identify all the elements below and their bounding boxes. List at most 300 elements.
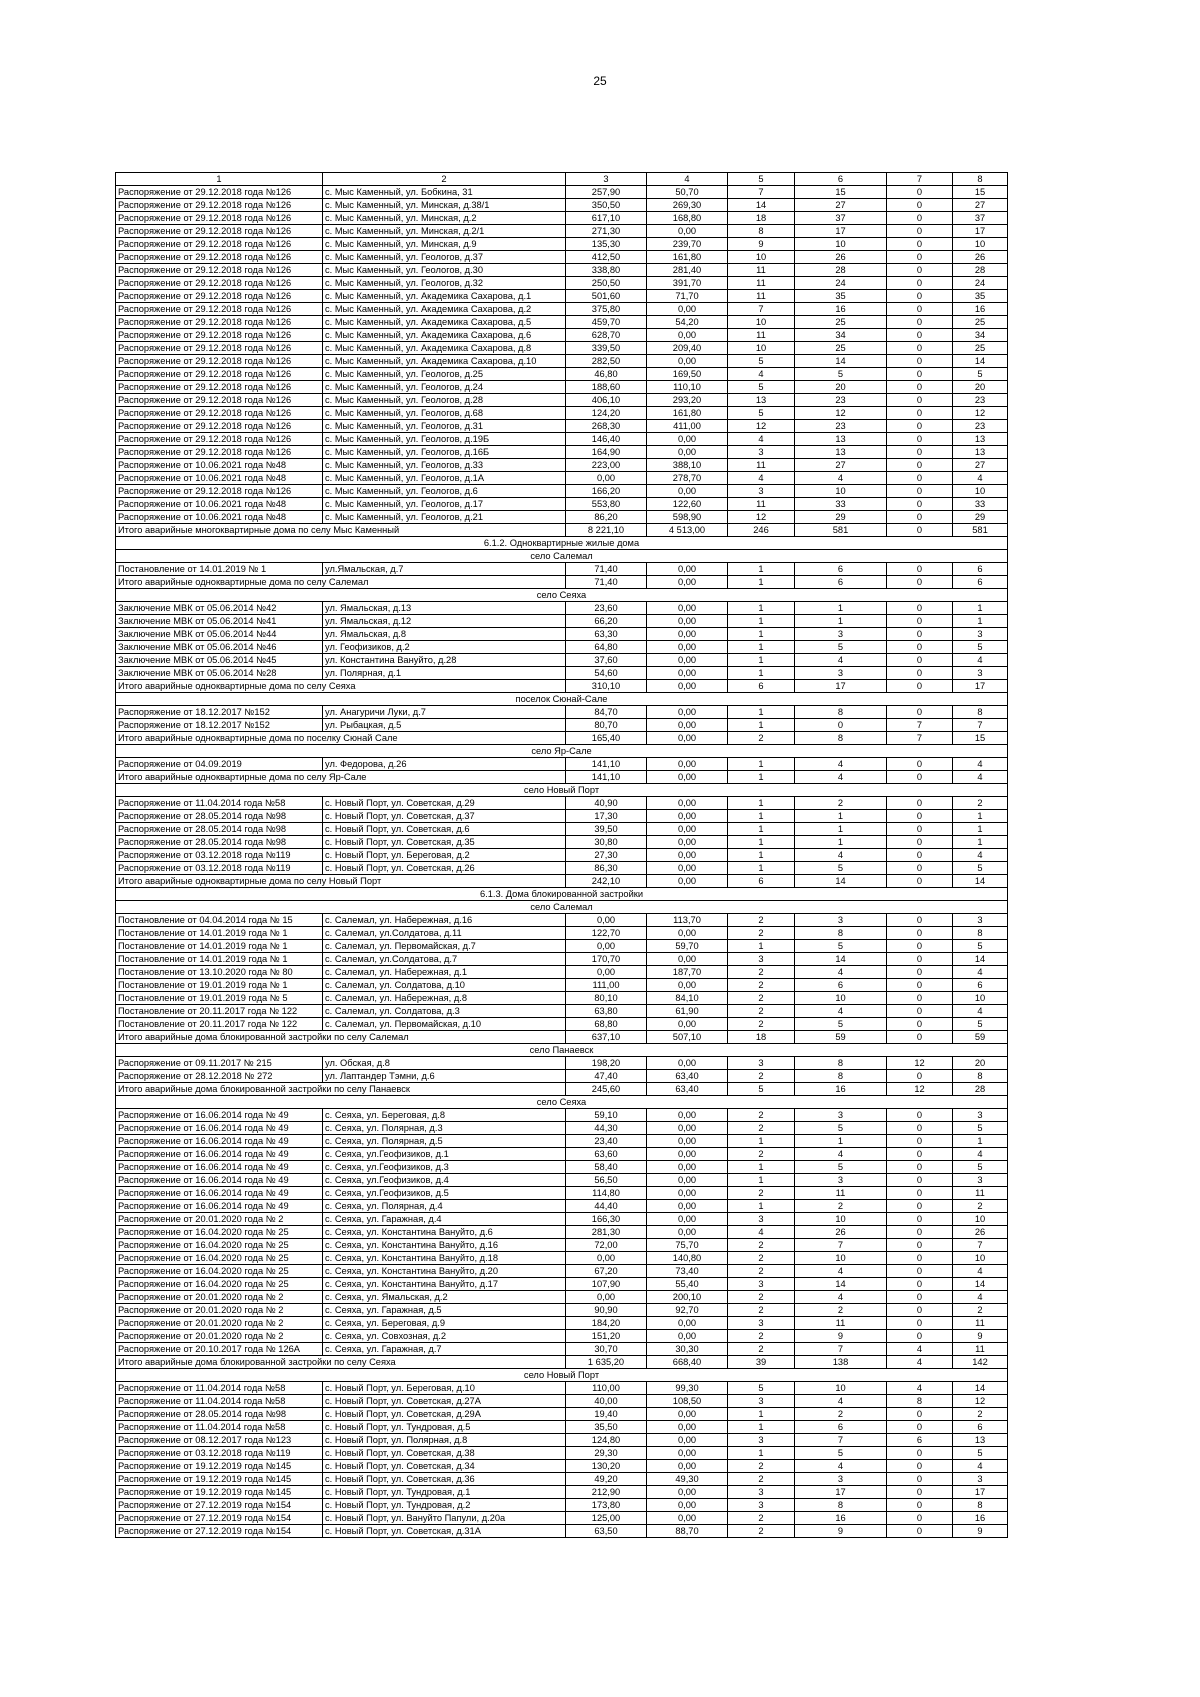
table-cell: Распоряжение от 29.12.2018 года №126 [116, 394, 323, 407]
table-cell: 11 [728, 277, 795, 290]
table-cell: Итого аварийные одноквартирные дома по поселку Сюнай Сале [116, 732, 566, 745]
table-cell: 2 [728, 1239, 795, 1252]
table-cell: 282,50 [566, 355, 647, 368]
table-cell: с. Мыс Каменный, ул. Минская, д.9 [323, 238, 566, 251]
table-cell: 0 [887, 563, 953, 576]
table-cell: 8 [795, 1070, 887, 1083]
table-cell: Распоряжение от 28.05.2014 года №98 [116, 810, 323, 823]
table-cell: 64,80 [566, 641, 647, 654]
table-cell: 54,60 [566, 667, 647, 680]
table-cell: с. Сеяха, ул. Гаражная, д.4 [323, 1213, 566, 1226]
table-cell: 1 [728, 1408, 795, 1421]
table-cell: 4 [728, 368, 795, 381]
table-row [116, 1421, 1008, 1434]
table-cell: Распоряжение от 29.12.2018 года №126 [116, 420, 323, 433]
table-cell: 0 [887, 706, 953, 719]
table-cell: 6 [953, 576, 1008, 589]
table-cell: 141,10 [566, 771, 647, 784]
table-cell: 0,00 [647, 797, 728, 810]
table-cell: 6.1.2. Одноквартирные жилые дома [116, 537, 1008, 550]
table-cell: 0,00 [647, 446, 728, 459]
table-cell: 4 [795, 849, 887, 862]
table-cell: 2 [728, 1005, 795, 1018]
table-cell: Распоряжение от 29.12.2018 года №126 [116, 186, 323, 199]
table-cell: Распоряжение от 29.12.2018 года №126 [116, 303, 323, 316]
table-cell: с. Салемал, ул.Солдатова, д.7 [323, 953, 566, 966]
table-cell: 200,10 [647, 1291, 728, 1304]
table-cell: 1 [728, 810, 795, 823]
table-cell: 3 [795, 1109, 887, 1122]
table-row [116, 1005, 1008, 1018]
table-cell: 3 [953, 1473, 1008, 1486]
table-row [116, 927, 1008, 940]
table-cell: 10 [795, 992, 887, 1005]
table-cell: 37 [795, 212, 887, 225]
table-cell: 3 [728, 1395, 795, 1408]
total-row [116, 524, 1008, 537]
table-cell: Распоряжение от 16.06.2014 года № 49 [116, 1109, 323, 1122]
total-row [116, 680, 1008, 693]
table-cell: Распоряжение от 20.01.2020 года № 2 [116, 1330, 323, 1343]
table-cell: 0 [887, 277, 953, 290]
section-heading-row [116, 1096, 1008, 1109]
table-cell: с. Сеяха, ул.Геофизиков, д.5 [323, 1187, 566, 1200]
table-cell: 0,00 [647, 732, 728, 745]
table-cell: 10 [953, 1252, 1008, 1265]
table-cell: 5 [728, 381, 795, 394]
table-cell: 2 [728, 732, 795, 745]
table-cell: с. Мыс Каменный, ул. Геологов, д.1А [323, 472, 566, 485]
table-cell: 0 [887, 1473, 953, 1486]
table-cell: Распоряжение от 08.12.2017 года №123 [116, 1434, 323, 1447]
table-cell: 1 [728, 563, 795, 576]
table-cell: с. Мыс Каменный, ул. Геологов, д.25 [323, 368, 566, 381]
table-cell: 3 [728, 485, 795, 498]
table-cell: 1 [795, 810, 887, 823]
table-cell: 0,00 [647, 303, 728, 316]
table-cell: с. Мыс Каменный, ул. Геологов, д.68 [323, 407, 566, 420]
table-cell: 0 [887, 1330, 953, 1343]
table-row [116, 238, 1008, 251]
table-cell: с. Мыс Каменный, ул. Геологов, д.31 [323, 420, 566, 433]
table-cell: 0 [887, 199, 953, 212]
table-cell: Заключение МВК от 05.06.2014 №41 [116, 615, 323, 628]
table-cell: 581 [953, 524, 1008, 537]
table-cell: село Яр-Сале [116, 745, 1008, 758]
table-cell: 0 [887, 1031, 953, 1044]
table-cell: 16 [795, 1512, 887, 1525]
table-cell: 0 [887, 316, 953, 329]
table-cell: 4 [953, 771, 1008, 784]
table-cell: 1 [953, 823, 1008, 836]
table-cell: 250,50 [566, 277, 647, 290]
table-cell: 375,80 [566, 303, 647, 316]
table-cell: 0 [887, 823, 953, 836]
table-cell: 0,00 [647, 979, 728, 992]
table-cell: 5 [953, 940, 1008, 953]
table-cell: 0,00 [647, 1512, 728, 1525]
table-cell: 44,30 [566, 1122, 647, 1135]
table-cell: Заключение МВК от 05.06.2014 №28 [116, 667, 323, 680]
table-cell: 0,00 [647, 615, 728, 628]
table-cell: 0 [887, 914, 953, 927]
table-cell: с. Новый Порт, ул. Береговая, д.2 [323, 849, 566, 862]
table-cell: с. Сеяха, ул. Совхозная, д.2 [323, 1330, 566, 1343]
table-row [116, 1174, 1008, 1187]
table-cell: 310,10 [566, 680, 647, 693]
table-cell: 5 [795, 368, 887, 381]
table-cell: 59,70 [647, 940, 728, 953]
table-cell: 14 [795, 953, 887, 966]
table-cell: 4 [795, 1148, 887, 1161]
table-cell: 1 [728, 823, 795, 836]
table-cell: 0 [887, 368, 953, 381]
table-cell: 4 [887, 1343, 953, 1356]
table-cell: 3 [728, 1499, 795, 1512]
table-cell: 1 [728, 849, 795, 862]
emergency-housing-table [115, 172, 1008, 1538]
table-cell: 56,50 [566, 1174, 647, 1187]
table-row [116, 641, 1008, 654]
table-cell: 71,70 [647, 290, 728, 303]
table-cell: 9 [953, 1525, 1008, 1538]
table-cell: 0,00 [647, 576, 728, 589]
table-cell: 1 [116, 173, 323, 186]
table-cell: 2 [795, 1408, 887, 1421]
table-cell: Распоряжение от 28.12.2018 № 272 [116, 1070, 323, 1083]
table-cell: 1 [953, 615, 1008, 628]
table-cell: 0 [887, 1135, 953, 1148]
table-cell: Заключение МВК от 05.06.2014 №46 [116, 641, 323, 654]
table-cell: 1 [795, 602, 887, 615]
table-row [116, 1343, 1008, 1356]
table-cell: 0,00 [647, 1226, 728, 1239]
table-cell: Распоряжение от 29.12.2018 года №126 [116, 251, 323, 264]
table-cell: 10 [953, 992, 1008, 1005]
table-row [116, 1200, 1008, 1213]
table-cell: Распоряжение от 20.01.2020 года № 2 [116, 1291, 323, 1304]
table-cell: 0,00 [647, 641, 728, 654]
table-cell: Распоряжение от 03.12.2018 года №119 [116, 849, 323, 862]
table-cell: 5 [795, 641, 887, 654]
table-cell: 28 [795, 264, 887, 277]
table-cell: 198,20 [566, 1057, 647, 1070]
table-cell: 63,80 [566, 1005, 647, 1018]
table-cell: Распоряжение от 11.04.2014 года №58 [116, 797, 323, 810]
table-cell: 5 [795, 1018, 887, 1031]
table-cell: 14 [953, 875, 1008, 888]
table-cell: 99,30 [647, 1382, 728, 1395]
table-cell: 2 [323, 173, 566, 186]
table-cell: с. Сеяха, ул. Полярная, д.4 [323, 1200, 566, 1213]
table-cell: 23 [953, 420, 1008, 433]
table-cell: с. Сеяха, ул. Константина Вануйто, д.18 [323, 1252, 566, 1265]
table-cell: с. Мыс Каменный, ул. Академика Сахарова, д.10 [323, 355, 566, 368]
table-cell: 122,70 [566, 927, 647, 940]
table-cell: 271,30 [566, 225, 647, 238]
table-cell: 5 [953, 862, 1008, 875]
table-cell: с. Новый Порт, ул. Советская, д.29А [323, 1408, 566, 1421]
table-cell: с. Мыс Каменный, ул. Минская, д.2/1 [323, 225, 566, 238]
table-cell: 11 [728, 498, 795, 511]
table-cell: 50,70 [647, 186, 728, 199]
table-cell: Итого аварийные одноквартирные дома по селу Новый Порт [116, 875, 566, 888]
table-cell: 125,00 [566, 1512, 647, 1525]
table-cell: с. Мыс Каменный, ул. Геологов, д.37 [323, 251, 566, 264]
table-cell: 0 [887, 1460, 953, 1473]
section-heading-row [116, 589, 1008, 602]
table-cell: ул.Ямальская, д.7 [323, 563, 566, 576]
table-cell: 4 [953, 1460, 1008, 1473]
table-cell: 0 [887, 1174, 953, 1187]
table-cell: 7 [887, 719, 953, 732]
table-cell: 0,00 [647, 1122, 728, 1135]
table-cell: 30,70 [566, 1343, 647, 1356]
table-cell: Распоряжение от 29.12.2018 года №126 [116, 212, 323, 225]
table-cell: Распоряжение от 29.12.2018 года №126 [116, 290, 323, 303]
table-cell: 245,60 [566, 1083, 647, 1096]
table-cell: 0,00 [647, 823, 728, 836]
table-cell: 212,90 [566, 1486, 647, 1499]
table-cell: с. Сеяха, ул. Гаражная, д.7 [323, 1343, 566, 1356]
table-cell: 8 [795, 1499, 887, 1512]
table-cell: Распоряжение от 29.12.2018 года №126 [116, 381, 323, 394]
table-cell: 3 [953, 1174, 1008, 1187]
table-row [116, 1447, 1008, 1460]
table-cell: 3 [953, 628, 1008, 641]
table-cell: 278,70 [647, 472, 728, 485]
table-cell: 0,00 [566, 1252, 647, 1265]
table-cell: Распоряжение от 16.06.2014 года № 49 [116, 1200, 323, 1213]
table-cell: 25 [953, 342, 1008, 355]
table-cell: 4 [647, 173, 728, 186]
table-row [116, 1148, 1008, 1161]
table-cell: 0 [887, 940, 953, 953]
table-row [116, 563, 1008, 576]
table-cell: 0 [887, 329, 953, 342]
table-cell: 0,00 [647, 1330, 728, 1343]
table-cell: 0 [887, 1213, 953, 1226]
table-cell: 2 [953, 1304, 1008, 1317]
table-cell: 0,00 [647, 810, 728, 823]
table-cell: ул. Анагуричи Луки, д.7 [323, 706, 566, 719]
table-cell: Распоряжение от 27.12.2019 года №154 [116, 1499, 323, 1512]
table-cell: Итого аварийные многоквартирные дома по селу Мыс Каменный [116, 524, 566, 537]
table-cell: 0,00 [647, 1317, 728, 1330]
table-row [116, 1109, 1008, 1122]
table-cell: Распоряжение от 11.04.2014 года №58 [116, 1395, 323, 1408]
table-cell: 4 [953, 472, 1008, 485]
table-cell: 5 [795, 1122, 887, 1135]
table-cell: 3 [795, 1174, 887, 1187]
table-cell: 24 [795, 277, 887, 290]
table-cell: 501,60 [566, 290, 647, 303]
table-row [116, 1265, 1008, 1278]
table-cell: ул. Федорова, д.26 [323, 758, 566, 771]
table-cell: с. Мыс Каменный, ул. Геологов, д.24 [323, 381, 566, 394]
table-cell: 15 [953, 186, 1008, 199]
table-cell: 5 [728, 1083, 795, 1096]
table-cell: 5 [953, 1122, 1008, 1135]
table-row [116, 446, 1008, 459]
table-cell: 0 [887, 862, 953, 875]
table-cell: 0,00 [566, 914, 647, 927]
table-cell: 0 [887, 927, 953, 940]
table-cell: Распоряжение от 29.12.2018 года №126 [116, 433, 323, 446]
table-cell: 0,00 [647, 433, 728, 446]
table-cell: с. Мыс Каменный, ул. Академика Сахарова, д.1 [323, 290, 566, 303]
table-cell: 86,30 [566, 862, 647, 875]
table-cell: 122,60 [647, 498, 728, 511]
table-cell: 0,00 [647, 758, 728, 771]
table-cell: 124,80 [566, 1434, 647, 1447]
table-cell: 2 [728, 1018, 795, 1031]
table-cell: 2 [953, 1200, 1008, 1213]
table-cell: 130,20 [566, 1460, 647, 1473]
table-cell: 0 [887, 1421, 953, 1434]
table-cell: 7 [728, 303, 795, 316]
section-heading-row [116, 888, 1008, 901]
table-cell: 0,00 [647, 485, 728, 498]
table-cell: 14 [953, 355, 1008, 368]
table-cell: 9 [795, 1330, 887, 1343]
table-cell: 0 [887, 641, 953, 654]
table-cell: 8 [887, 1395, 953, 1408]
table-cell: 151,20 [566, 1330, 647, 1343]
table-cell: 5 [953, 1018, 1008, 1031]
table-cell: 39 [728, 1356, 795, 1369]
table-cell: 0,00 [647, 1135, 728, 1148]
table-row [116, 1395, 1008, 1408]
table-cell: 3 [953, 914, 1008, 927]
total-row [116, 1356, 1008, 1369]
table-cell: 14 [953, 1382, 1008, 1395]
table-cell: 281,30 [566, 1226, 647, 1239]
table-cell: 29 [953, 511, 1008, 524]
table-cell: Распоряжение от 29.12.2018 года №126 [116, 199, 323, 212]
table-cell: с. Сеяха, ул. Ямальская, д.2 [323, 1291, 566, 1304]
table-cell: 2 [728, 1460, 795, 1473]
table-row [116, 1239, 1008, 1252]
table-cell: 0 [887, 992, 953, 1005]
table-cell: 28 [953, 264, 1008, 277]
table-cell: 391,70 [647, 277, 728, 290]
table-cell: 188,60 [566, 381, 647, 394]
table-cell: 63,40 [647, 1083, 728, 1096]
table-cell: 3 [728, 1213, 795, 1226]
table-cell: 8 [795, 706, 887, 719]
table-cell: Распоряжение от 29.12.2018 года №126 [116, 277, 323, 290]
table-cell: 7 [795, 1239, 887, 1252]
table-cell: 4 [795, 472, 887, 485]
section-heading-row [116, 745, 1008, 758]
table-row [116, 1161, 1008, 1174]
total-row [116, 875, 1008, 888]
table-cell: с. Новый Порт, ул. Тундровая, д.5 [323, 1421, 566, 1434]
table-cell: 0,00 [647, 225, 728, 238]
table-row [116, 1499, 1008, 1512]
table-cell: 8 [795, 927, 887, 940]
table-cell: 4 [887, 1382, 953, 1395]
table-cell: 6.1.3. Дома блокированной застройки [116, 888, 1008, 901]
table-row [116, 940, 1008, 953]
table-cell: 1 [728, 1135, 795, 1148]
table-cell: 2 [795, 1304, 887, 1317]
table-cell: 141,10 [566, 758, 647, 771]
table-cell: 12 [795, 407, 887, 420]
table-cell: 0 [887, 771, 953, 784]
table-row [116, 186, 1008, 199]
table-cell: 4 [795, 654, 887, 667]
table-row [116, 1122, 1008, 1135]
table-row [116, 966, 1008, 979]
table-cell: 0 [887, 875, 953, 888]
table-cell: 168,80 [647, 212, 728, 225]
table-cell: с. Сеяха, ул. Константина Вануйто, д.16 [323, 1239, 566, 1252]
table-cell: 75,70 [647, 1239, 728, 1252]
table-row [116, 1226, 1008, 1239]
table-cell: 0,00 [647, 1057, 728, 1070]
table-cell: 30,80 [566, 836, 647, 849]
table-row [116, 1057, 1008, 1070]
table-cell: Распоряжение от 27.12.2019 года №154 [116, 1525, 323, 1538]
table-cell: 0 [887, 1408, 953, 1421]
table-cell: 0,00 [647, 953, 728, 966]
table-cell: 6 [795, 979, 887, 992]
table-cell: 339,50 [566, 342, 647, 355]
table-cell: с. Мыс Каменный, ул. Минская, д.38/1 [323, 199, 566, 212]
table-cell: 3 [566, 173, 647, 186]
table-cell: 86,20 [566, 511, 647, 524]
table-cell: 184,20 [566, 1317, 647, 1330]
table-row [116, 1018, 1008, 1031]
table-cell: село Сеяха [116, 1096, 1008, 1109]
table-cell: Распоряжение от 19.12.2019 года №145 [116, 1460, 323, 1473]
table-cell: 1 [728, 1200, 795, 1213]
table-cell: с. Мыс Каменный, ул. Геологов, д.16Б [323, 446, 566, 459]
table-cell: Распоряжение от 29.12.2018 года №126 [116, 225, 323, 238]
table-cell: 12 [887, 1083, 953, 1096]
table-cell: 20 [953, 1057, 1008, 1070]
table-row [116, 433, 1008, 446]
table-cell: 0,00 [647, 654, 728, 667]
table-row [116, 1135, 1008, 1148]
table-cell: 25 [953, 316, 1008, 329]
table-cell: 0 [887, 1200, 953, 1213]
table-cell: Распоряжение от 16.06.2014 года № 49 [116, 1187, 323, 1200]
table-row [116, 615, 1008, 628]
table-cell: 13 [795, 446, 887, 459]
table-cell: 23 [795, 394, 887, 407]
table-cell: 4 [953, 1005, 1008, 1018]
table-cell: 4 [795, 758, 887, 771]
table-cell: 6 [953, 1421, 1008, 1434]
table-cell: 412,50 [566, 251, 647, 264]
table-cell: 0,00 [647, 329, 728, 342]
table-cell: село Новый Порт [116, 1369, 1008, 1382]
table-cell: Заключение МВК от 05.06.2014 №44 [116, 628, 323, 641]
table-cell: с. Сеяха, ул. Константина Вануйто, д.17 [323, 1278, 566, 1291]
table-cell: 29 [795, 511, 887, 524]
table-cell: с. Мыс Каменный, ул. Геологов, д.17 [323, 498, 566, 511]
table-cell: 25 [795, 342, 887, 355]
table-cell: Распоряжение от 03.12.2018 года №119 [116, 862, 323, 875]
table-cell: 0 [887, 758, 953, 771]
table-cell: 124,20 [566, 407, 647, 420]
table-cell: 0 [887, 654, 953, 667]
table-cell: 3 [953, 1109, 1008, 1122]
table-row [116, 1473, 1008, 1486]
